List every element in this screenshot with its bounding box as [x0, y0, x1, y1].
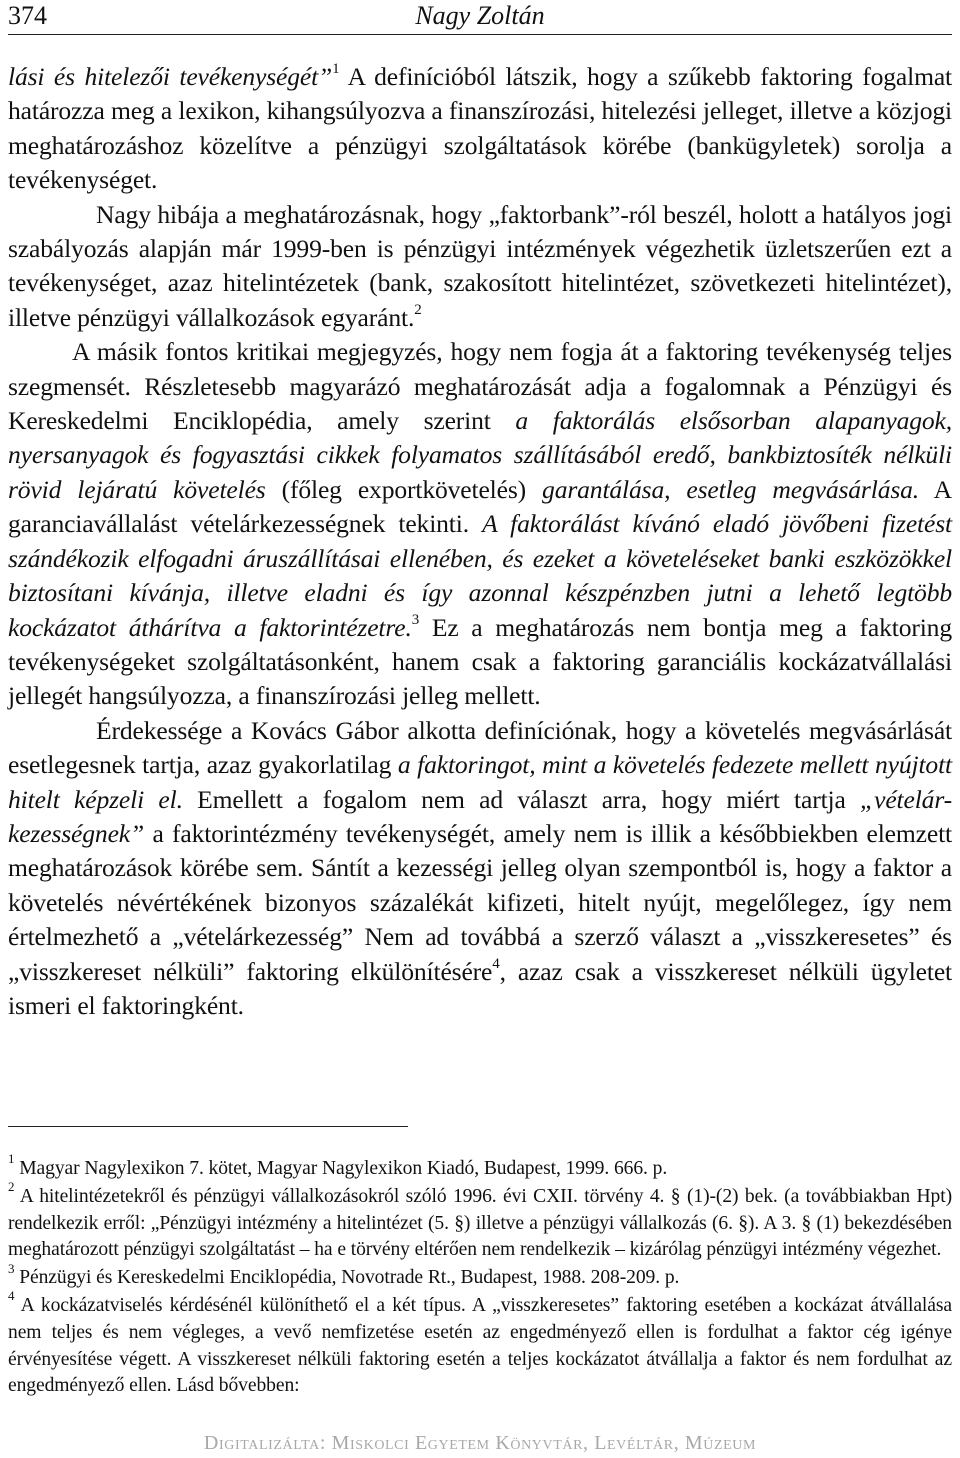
quote-italic: „vételár-kezességnek” [8, 784, 952, 848]
paragraph-text: Ez a meghatározás nem bontja meg a faktoring tevékenységeket szolgáltatásonként, hanem csak a faktoring garanciális kockázatvállalási jellegét hangsúlyozza, a finanszírozási jelleg mellett. [8, 612, 952, 711]
paragraph-text: Nagy hibája a meghatározásnak, hogy „faktorbank”-ról beszél, holott a hatályos jogi szabályozás alapján már 1999-ben is pénzügyi intézmények végezhetik üzletszerűen ezt a tevékenységet, azaz hitelintézetek (bank, szakosított hitelintézet, szövetkezeti hitelintézet), illetve pénzügyi vállalkozások egyaránt. [8, 199, 952, 332]
footnote-mark: 1 [8, 1151, 15, 1167]
footnote-4 [8, 1288, 952, 1400]
footnote-divider [8, 1126, 408, 1127]
footnote-ref-2: 2 [414, 302, 422, 319]
paragraph-text: Emellett a fogalom nem ad választ arra, hogy miért tartja [182, 784, 861, 814]
footnote-text: Magyar Nagylexikon 7. kötet, Magyar Nagylexikon Kiadó, Budapest, 1999. 666. p. [14, 1158, 668, 1179]
footnote-2 [8, 1179, 952, 1264]
footnotes [8, 1151, 952, 1401]
paragraph-text: (főleg exportkövetelés) [265, 474, 543, 504]
footnote-text: A hitelintézetekről és pénzügyi vállalkozásokról szóló 1996. évi CXII. törvény 4. § (1)-(2) bek. (a továbbiakban Hpt) rendelkezik erről: „Pénzügyi intézmény a hitelintézet (5. §) illetve a pénzügyi vállalkozás (6. §). A 3. § (1) bekezdésében meghatározott pénzügyi szolgáltatást – ha e törvény eltérően nem rendelkezik – kizárólag pénzügyi intézmény végezhet. [8, 1185, 952, 1261]
paragraph-2 [8, 198, 952, 336]
paragraph-1 [8, 60, 952, 198]
paragraph-text: A másik fontos kritikai megjegyzés, hogy nem fogja át a faktoring tevékenység teljes szegmensét. Részletesebb magyarázó meghatározását adja a fogalomnak a Pénzügyi és Kereskedelmi Enciklopédia, amely szerint [8, 337, 952, 436]
definition-italic: garantálása, esetleg megvásárlása. [542, 474, 920, 504]
footnote-text: A kockázatviselés kérdésénél különíthető el a két típus. A „visszkeresetes” faktoring esetében a kockázat átvállalása nem teljes és nem végleges, a vevő nemfizetése esetén az engedményező ellen is fordulhat a faktor cég igénye érvényesítése végett. A visszkereset nélküli faktoring esetén a teljes kockázatot átvállalja a faktor és nem fordulhat az engedményező ellen. Lásd bővebben: [8, 1294, 952, 1397]
definition-italic: a faktorálás elsősorban alapanyagok, nyersanyagok és fogyasztási cikkek folyamatos szállításából eredő, bankbiztosíték nélküli rövid lejáratú követelés [8, 406, 952, 504]
definition-italic: a faktoringot, mint a követelés fedezete mellett nyújtott hitelt képzeli el. [8, 750, 953, 814]
footnote-ref-1: 1 [332, 61, 340, 78]
footnote-ref-3: 3 [411, 611, 420, 628]
page-number: 374 [8, 1, 47, 30]
footnote-mark: 4 [8, 1288, 15, 1304]
footnote-3 [8, 1260, 952, 1292]
paragraph-text: a faktorintézmény tevékenységét, amely nem is illik a későbbiekben elemzett meghatározások körébe sem. Sántít a kezességi jelleg olyan szempontból is, hogy a faktor a követelés névértékének bizonyos százalékát kifizeti, hitelt nyújt, megelőlegez, így nem értelmezhető a „vételárkezesség” Nem ad továbbá a szerző választ a „visszkeresetes” és „visszkereset nélküli” faktoring elkülönítésére [8, 818, 952, 986]
running-head: Nagy Zoltán [415, 1, 545, 30]
footnote-mark: 3 [8, 1260, 15, 1276]
paragraph-4 [8, 714, 952, 1024]
body-text [8, 60, 952, 1023]
paragraph-text: A garanciavállalást vételárkezességnek tekinti. [8, 474, 952, 539]
paragraph-text: , azaz csak a visszkereset nélküli ügyletet ismeri el faktoringként. [8, 956, 952, 1020]
definition-italic: A faktorálást kívánó eladó jövőbeni fizetést szándékozik elfogadni áruszállításai ellenében, és ezeket a követeléseket banki eszközökkel biztosítani kívánja, illetve eladni és így azonnal készpénzben jutni a lehető legtöbb kockázatot áthárítva a faktorintézetre. [8, 509, 952, 642]
quote-italic: lási és hitelezői tevékenységét” [8, 62, 333, 91]
digitization-watermark: Digitalizálta: Miskolci Egyetem Könyvtár, Levéltár, Múzeum [203, 1432, 757, 1454]
paragraph-3 [8, 335, 952, 713]
paragraph-text: Érdekessége a Kovács Gábor alkotta definíciónak, hogy a követelés megvásárlását esetlegesnek tartja, azaz gyakorlatilag [8, 715, 952, 780]
paragraph-text: A definícióból látszik, hogy a szűkebb faktoring fogalmat határozza meg a lexikon, kihangsúlyozva a finanszírozási, hitelezési jelleget, illetve a közjogi meghatározáshoz közelítve a pénzügyi szolgáltatások körébe (bankügyletek) sorolja a tevékenységet. [8, 62, 952, 195]
footnote-ref-4: 4 [492, 956, 500, 973]
footnote-1 [8, 1151, 952, 1183]
page-header [8, 0, 952, 35]
footnote-text: Pénzügyi és Kereskedelmi Enciklopédia, Novotrade Rt., Budapest, 1988. 208-209. p. [14, 1267, 680, 1289]
footnote-mark: 2 [8, 1179, 15, 1195]
